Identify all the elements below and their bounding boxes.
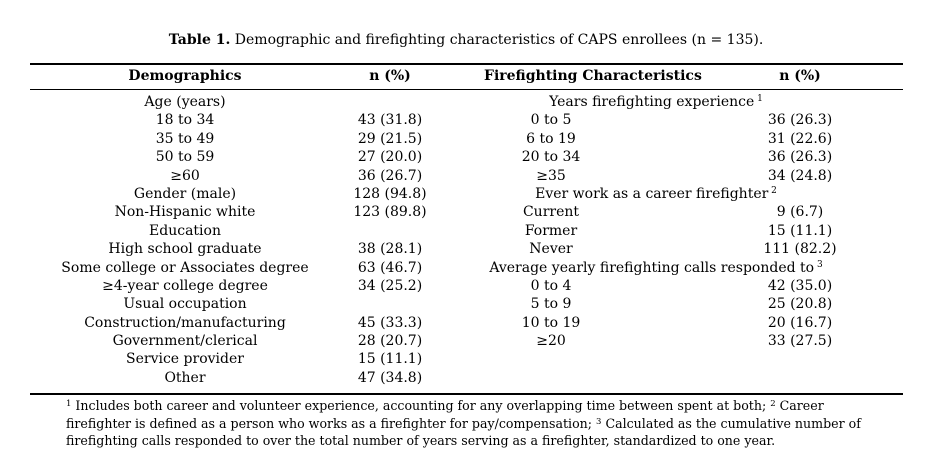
footnote-mark: 1: [66, 399, 72, 409]
demographic-row-label: High school graduate: [108, 241, 262, 258]
footnote-text: Career firefighter is defined as a person who works as a firefighter for pay/compensation;: [66, 398, 824, 431]
table-caption-label: Table 1.: [168, 32, 231, 48]
firefighting-row-label: [476, 130, 626, 148]
firefighting-label-text: 10 to 19: [521, 314, 581, 331]
firefighting-label-text: Average yearly firefighting calls responded to: [489, 259, 815, 276]
demographic-row-value: 34 (25.2): [357, 277, 423, 294]
table-caption-text: Demographic and firefighting characteristics of CAPS enrollees (n = 135).: [230, 32, 764, 48]
demographic-row-value: 15 (11.1): [357, 351, 423, 368]
firefighting-label-text: Years firefighting experience: [549, 94, 755, 110]
firefighting-row-label: [476, 295, 626, 313]
firefighting-row-value: 33 (27.5): [767, 333, 833, 350]
header-n-pct-left: n (%): [369, 68, 411, 84]
demographic-row-value: 47 (34.8): [357, 369, 423, 386]
demographic-row-value: [340, 222, 440, 240]
firefighting-row-value: [750, 93, 850, 111]
demographic-row-label: ≥4-year college degree: [102, 277, 268, 294]
firefighting-row-value: [750, 185, 850, 203]
firefighting-value-column: [750, 93, 850, 350]
firefighting-row-label: [476, 222, 626, 240]
demographic-row-label: Other: [164, 369, 206, 386]
firefighting-row-value: 42 (35.0): [767, 277, 833, 294]
header-firefighting: Firefighting Characteristics: [484, 68, 702, 84]
demographic-row-label: Gender (male): [133, 185, 237, 202]
firefighting-row-label: [476, 203, 626, 221]
firefighting-row-label: [476, 314, 626, 332]
demographic-row-value: 29 (21.5): [357, 130, 423, 147]
demographic-row-label: Construction/manufacturing: [84, 314, 286, 331]
firefighting-row-label: [476, 167, 626, 185]
firefighting-row-value: 15 (11.1): [767, 222, 833, 239]
firefighting-label-text: 6 to 19: [526, 130, 576, 147]
footnote-marker: 1: [754, 94, 763, 104]
firefighting-row-label: [476, 148, 626, 166]
demographic-row-label: 35 to 49: [155, 130, 215, 147]
demographics-label-column: [30, 93, 340, 387]
firefighting-row-value: 34 (24.8): [767, 167, 833, 184]
demographic-row-label: Education: [149, 222, 221, 239]
firefighting-row-value: 31 (22.6): [767, 130, 833, 147]
demographic-row-value: 28 (20.7): [357, 333, 423, 350]
firefighting-label-text: 0 to 5: [530, 112, 572, 129]
demographic-row-value: 43 (31.8): [357, 112, 423, 129]
firefighting-label-text: Current: [522, 204, 580, 221]
demographic-row-value: 27 (20.0): [357, 149, 423, 166]
firefighting-row-value: 36 (26.3): [767, 112, 833, 129]
header-demographics: Demographics: [128, 68, 242, 84]
demographic-row-value: 38 (28.1): [357, 241, 423, 258]
firefighting-label-text: Ever work as a career firefighter: [535, 185, 769, 202]
firefighting-label-text: 20 to 34: [521, 149, 581, 166]
firefighting-row-value: 9 (6.7): [776, 204, 824, 221]
demographic-row-value: [340, 93, 440, 111]
table-caption: [0, 30, 932, 50]
demographic-row-value: 123 (89.8): [353, 204, 427, 221]
demographics-value-column: [340, 93, 440, 387]
firefighting-row-label: [476, 332, 626, 350]
demographic-row-value: [340, 295, 440, 313]
table-bottom-rule: [30, 393, 903, 395]
footnote-mark: 2: [770, 399, 776, 409]
firefighting-label-text: 5 to 9: [530, 296, 572, 313]
firefighting-row-value: 20 (16.7): [767, 314, 833, 331]
firefighting-label-text: 0 to 4: [530, 277, 572, 294]
firefighting-row-value: 36 (26.3): [767, 149, 833, 166]
footnote-text: Includes both career and volunteer experience, accounting for any overlapping time between spent at both;: [71, 398, 771, 413]
demographic-row-label: Some college or Associates degree: [61, 259, 309, 276]
demographic-row-label: ≥60: [170, 167, 200, 184]
demographic-row-label: Age (years): [144, 94, 226, 110]
header-n-pct-right: n (%): [779, 68, 821, 84]
demographic-row-label: Government/clerical: [112, 333, 258, 350]
firefighting-row-label: [476, 240, 626, 258]
demographic-row-value: 63 (46.7): [357, 259, 423, 276]
footnote-mark: 3: [596, 416, 602, 427]
firefighting-row-value: 111 (82.2): [763, 241, 837, 258]
firefighting-row-label: [476, 111, 626, 129]
demographic-row-label: 18 to 34: [155, 112, 215, 129]
demographic-row-value: 36 (26.7): [357, 167, 423, 184]
footnote-marker: 2: [768, 185, 777, 196]
table-top-rule: [30, 63, 903, 65]
firefighting-row-value: [750, 259, 850, 277]
demographic-row-label: Non-Hispanic white: [114, 204, 256, 221]
firefighting-label-text: Former: [524, 222, 578, 239]
demographic-row-label: Service provider: [126, 351, 244, 368]
firefighting-row-label: [476, 277, 626, 295]
table-footnotes: [66, 397, 878, 450]
demographic-row-label: 50 to 59: [155, 149, 215, 166]
firefighting-label-text: ≥20: [536, 333, 566, 350]
footnote-marker: 3: [814, 259, 823, 270]
footnote-text: Calculated as the cumulative number of firefighting calls responded to over the total number of years serving as a firefighter, standardized to one year.: [66, 415, 861, 448]
demographic-row-label: Usual occupation: [123, 296, 247, 313]
table-header-rule: [30, 89, 903, 90]
demographic-row-value: 45 (33.3): [357, 314, 423, 331]
firefighting-label-text: Never: [529, 241, 573, 258]
firefighting-row-value: 25 (20.8): [767, 296, 833, 313]
firefighting-label-text: ≥35: [536, 167, 566, 184]
demographic-row-value: 128 (94.8): [353, 185, 427, 202]
